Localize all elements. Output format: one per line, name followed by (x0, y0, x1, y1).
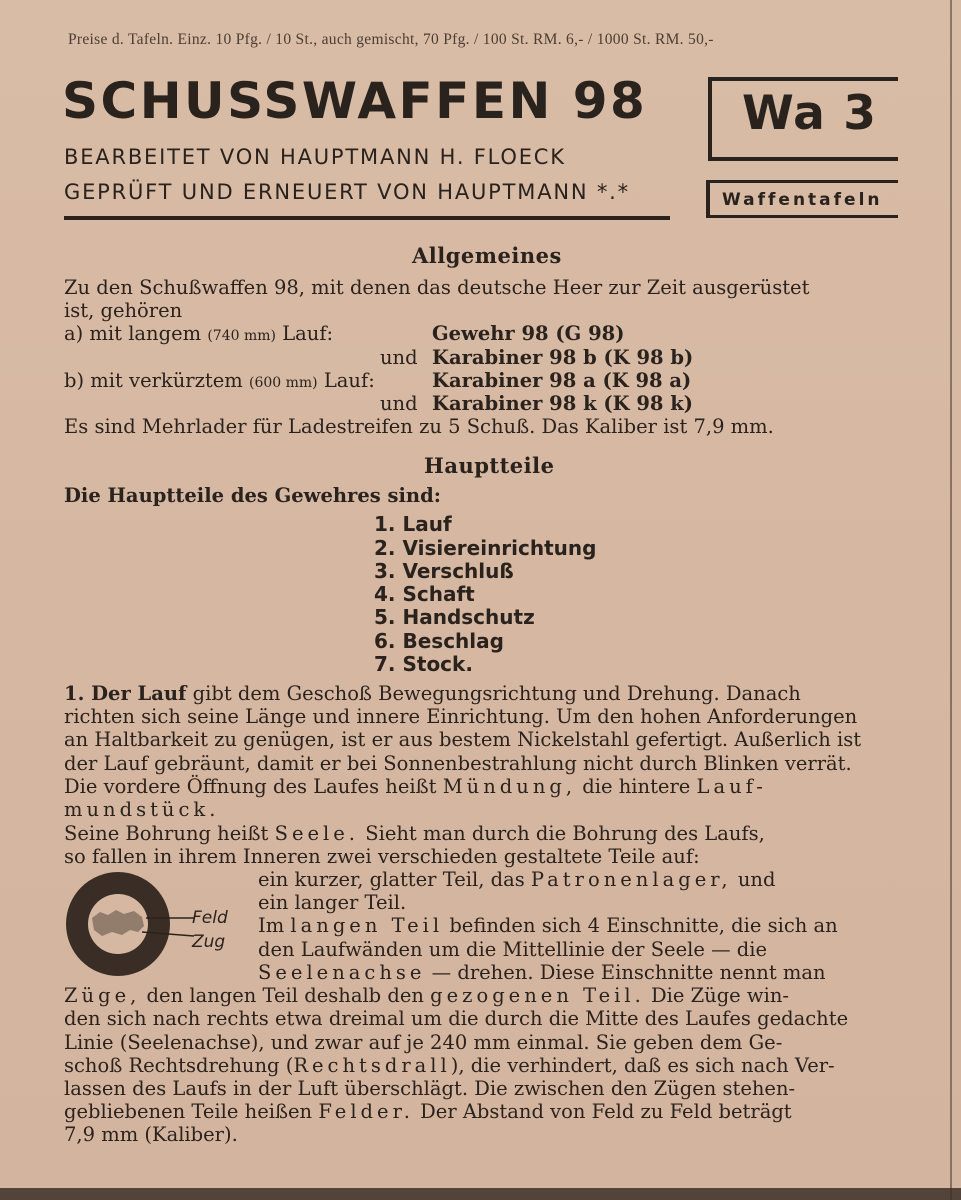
caliber-line: Es sind Mehrlader für Ladestreifen zu 5 Schuß. Das Kaliber ist 7,9 mm. (64, 415, 774, 438)
subtitle-reviewer: GEPRÜFT UND ERNEUERT VON HAUPTMANN *.* (64, 180, 630, 204)
lauf-line-1: 1. Der Lauf gibt dem Geschoß Bewegungsrichtung und Drehung. Danach (64, 682, 801, 705)
seele-line-11: schoß Rechtsdrehung (Rechtsdrall), die verhindert, daß es sich nach Ver- (64, 1054, 835, 1077)
variant-a-weapon-2: Karabiner 98 b (K 98 b) (432, 346, 694, 369)
page-title: SCHUSSWAFFEN 98 (62, 72, 648, 130)
seele-line-8: Züge, den langen Teil deshalb den gezogenen Teil. Die Züge win- (64, 984, 789, 1007)
lauf-line-3: an Haltbarkeit zu genügen, ist er aus bestem Nickelstahl gefertigt. Außerlich ist (64, 728, 862, 751)
title-rule (64, 216, 670, 220)
seele-line-5: Im langen Teil befinden sich 4 Einschnitte, die sich an (258, 914, 838, 937)
seele-line-4: ein langer Teil. (258, 891, 407, 914)
variant-b-und: und (380, 392, 418, 415)
seele-line-1: Seine Bohrung heißt Seele. Sieht man durch die Bohrung des Laufs, (64, 822, 765, 845)
variant-b-label: b) mit verkürztem (600 mm) Lauf: (64, 369, 375, 392)
intro-line-1: Zu den Schußwaffen 98, mit denen das deutsche Heer zur Zeit ausgerüstet (64, 276, 810, 299)
parts-item-1: 1. Lauf (374, 512, 452, 536)
parts-item-6: 6. Beschlag (374, 629, 504, 653)
seele-line-3: ein kurzer, glatter Teil, das Patronenlager, und (258, 868, 776, 891)
parts-item-4: 4. Schaft (374, 582, 475, 606)
variant-a-label: a) mit langem (740 mm) Lauf: (64, 322, 334, 345)
heading-allgemeines: Allgemeines (412, 243, 562, 268)
variant-b-weapon-2: Karabiner 98 k (K 98 k) (432, 392, 694, 415)
figure-label-feld: Feld (192, 908, 228, 928)
seele-line-9: den sich nach rechts etwa dreimal um die durch die Mitte des Laufes gedachte (64, 1007, 849, 1030)
parts-item-7: 7. Stock. (374, 652, 473, 676)
parts-item-2: 2. Visiereinrichtung (374, 536, 597, 560)
page-edge-bottom (0, 1188, 961, 1200)
parts-item-3: 3. Verschluß (374, 559, 514, 583)
lauf-line-5: Die vordere Öffnung des Laufes heißt Mündung, die hintere Lauf- (64, 775, 767, 798)
bore-cross-section-figure (60, 868, 200, 980)
intro-line-2: ist, gehören (64, 299, 183, 322)
price-line: Preise d. Tafeln. Einz. 10 Pfg. / 10 St., auch gemischt, 70 Pfg. / 100 St. RM. 6,- / 1000 St. RM. 50,- (68, 31, 714, 48)
lauf-line-6: mundstück. (64, 798, 220, 821)
seele-line-2: so fallen in ihrem Inneren zwei verschieden gestaltete Teile auf: (64, 845, 700, 868)
subtitle-author: BEARBEITET VON HAUPTMANN H. FLOECK (64, 145, 566, 169)
seele-line-7: Seelenachse — drehen. Diese Einschnitte nennt man (258, 961, 826, 984)
hauptteile-intro: Die Hauptteile des Gewehres sind: (64, 484, 441, 507)
lauf-line-2: richten sich seine Länge und innere Einrichtung. Um den hohen Anforderungen (64, 705, 858, 728)
variant-a-weapon-1: Gewehr 98 (G 98) (432, 322, 625, 345)
code-label: Wa 3 (742, 86, 877, 141)
parts-item-5: 5. Handschutz (374, 605, 535, 629)
series-label: Waffentafeln (722, 190, 883, 210)
lauf-line-4: der Lauf gebräunt, damit er bei Sonnenbestrahlung nicht durch Blinken verrät. (64, 752, 852, 775)
seele-line-14: 7,9 mm (Kaliber). (64, 1123, 238, 1146)
seele-line-6: den Laufwänden um die Mittellinie der Seele — die (258, 938, 768, 961)
variant-b-weapon-1: Karabiner 98 a (K 98 a) (432, 369, 692, 392)
seele-line-13: gebliebenen Teile heißen Felder. Der Abstand von Feld zu Feld beträgt (64, 1100, 792, 1123)
seele-line-10: Linie (Seelenachse), und zwar auf je 240 mm einmal. Sie geben dem Ge- (64, 1031, 783, 1054)
page-edge-right (950, 0, 952, 1200)
figure-label-zug: Zug (192, 932, 226, 952)
variant-a-und: und (380, 346, 418, 369)
heading-hauptteile: Hauptteile (424, 453, 555, 478)
seele-line-12: lassen des Laufs in der Luft überschlägt. Die zwischen den Zügen stehen- (64, 1077, 796, 1100)
